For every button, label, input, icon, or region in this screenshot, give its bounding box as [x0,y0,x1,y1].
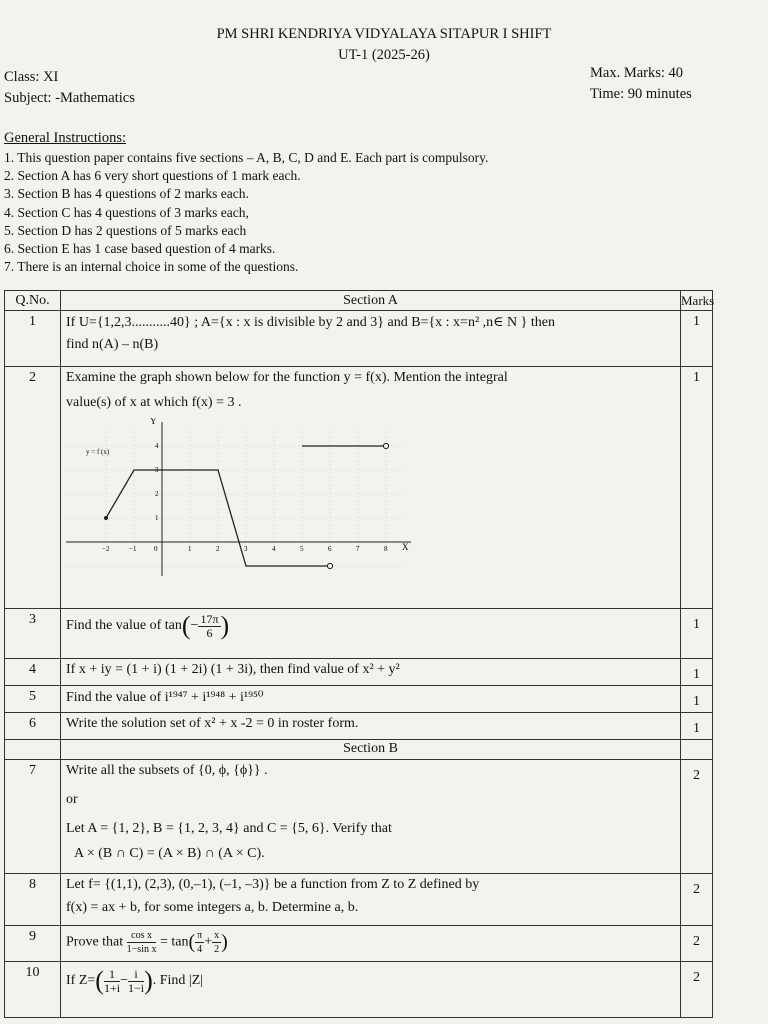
denominator: 1+i [103,980,121,995]
question-number: 9 [5,926,61,962]
class-label: Class: XI [4,69,59,85]
question-line: If Z= [66,973,96,989]
open-point [383,443,388,448]
denominator: 1−sin x [126,944,157,955]
question-text: Find the value of i¹⁹⁴⁷ + i¹⁹⁴⁸ + i¹⁹⁵⁰ [61,686,681,713]
question-number: 8 [5,874,61,926]
instruction-item: 2. Section A has 6 very short questions of 1 mark each. [4,168,301,184]
question-number: 7 [5,760,61,874]
numerator: 17π [200,611,219,626]
y-tick-label: 2 [155,490,159,498]
question-text [61,367,681,609]
question-marks: 2 [681,760,713,874]
question-line: value(s) of x at which f(x) = 3 . [66,395,242,410]
question-marks: 1 [681,686,713,713]
fraction [212,929,221,956]
left-paren: ( [181,611,191,640]
fraction [104,968,120,995]
table-header-row [5,291,713,311]
fraction [195,929,204,956]
question-line: f(x) = ax + b, for some integers a, b. Determine a, b. [66,900,359,915]
instruction-item: 5. Section D has 2 questions of 5 marks each [4,222,247,238]
subject-label: Subject: -Mathematics [4,90,135,106]
question-text [61,874,681,926]
question-line: Write all the subsets of {0, ϕ, {ϕ}} . [66,763,268,778]
section-b-row [5,740,713,760]
question-row-1 [5,311,713,367]
question-text: If x + iy = (1 + i) (1 + 2i) (1 + 3i), then find value of x² + y² [61,659,681,686]
question-row-5 [5,686,713,713]
question-row-6 [5,713,713,740]
max-marks: Max. Marks: 40 [590,65,684,81]
filled-point [104,516,108,520]
function-graph [66,418,426,578]
denominator: 4 [197,944,203,955]
section-b-header: Section B [61,740,681,760]
question-text [61,311,681,367]
x-tick-label: 3 [244,545,248,553]
x-tick-label: 5 [300,545,304,553]
question-number: 5 [5,686,61,713]
question-number: 4 [5,659,61,686]
question-line: Find the value of tan [66,618,182,634]
x-tick-label: 4 [272,545,276,553]
question-marks: 1 [681,609,713,659]
x-tick-label: 7 [356,545,360,553]
x-tick-label: 0 [154,545,158,553]
x-tick-label: −1 [129,545,137,553]
right-paren: ) [221,931,228,953]
or-label: or [66,792,78,807]
empty-cell [5,740,61,760]
x-tick-label: −2 [102,545,110,553]
question-number: 2 [5,367,61,609]
numerator: 1 [104,968,120,982]
x-tick-label: 8 [384,545,388,553]
question-line: If U={1,2,3...........40} ; A={x : x is divisible by 2 and 3} and B={x : x=n² ,n∈ N } then [66,315,555,330]
question-text [61,760,681,874]
question-line: A × (B ∩ C) = (A × B) ∩ (A × C). [74,846,265,861]
numerator: x [214,930,220,941]
instruction-item: 3. Section B has 4 questions of 2 marks each. [4,186,249,202]
question-row-4 [5,659,713,686]
question-line: Let f= {(1,1), (2,3), (0,–1), (–1, –3)} be a function from Z to Z defined by [66,877,480,892]
question-row-2 [5,367,713,609]
question-marks: 1 [681,659,713,686]
y-tick-label: 1 [155,514,159,522]
right-paren: ) [220,611,230,640]
question-marks: 2 [681,962,713,1018]
fraction [127,929,157,956]
question-text: Find the value of tan(− $\frac{17\pi}{6}$ ) [61,609,681,659]
qno-header: Q.No. [5,291,61,311]
question-line: Examine the graph shown below for the function y = f(x). Mention the integral [66,370,508,385]
marks-header: Marks [681,291,713,311]
question-row-9 [5,926,713,962]
question-text: Prove that $\frac{\text{cos x}}{\text{1−sin x}}$ = tan( $\frac{\pi}{4}$ + $\frac{x}{2}$ ) [61,926,681,962]
time-allowed: Time: 90 minutes [590,86,692,102]
instructions-list [4,149,744,276]
question-marks: 1 [681,311,713,367]
question-marks: 2 [681,926,713,962]
question-row-10 [5,962,713,1018]
instructions-heading: General Instructions: [4,130,127,146]
question-marks: 1 [681,367,713,609]
fraction [128,968,144,995]
empty-cell [681,740,713,760]
section-a-header: Section A [61,291,681,311]
question-number: 3 [5,609,61,659]
x-tick-label: 6 [328,545,332,553]
y-tick-label: 3 [155,466,159,474]
question-line: Let A = {1, 2}, B = {1, 2, 3, 4} and C = {5, 6}. Verify that [66,821,392,836]
denominator: 6 [206,625,213,640]
denominator: 1−i [127,980,145,995]
instruction-item: 1. This question paper contains five sections – A, B, C, D and E. Each part is compulsory. [4,150,489,165]
x-axis-label: X [402,542,409,552]
question-number: 1 [5,311,61,367]
instruction-item: 7. There is an internal choice in some of the questions. [4,259,299,275]
numerator: π [197,930,203,941]
question-number: 6 [5,713,61,740]
school-name: PM SHRI KENDRIYA VIDYALAYA SITAPUR I SHIFT [216,26,552,42]
left-paren: ( [188,931,196,953]
question-table [4,290,713,1018]
question-line: Prove that [66,934,124,950]
fraction [198,613,220,640]
question-line: = tan [159,934,189,950]
left-paren: ( [95,966,104,995]
instruction-item: 4. Section C has 4 questions of 3 marks each, [4,204,249,220]
function-label: y = f (x) [86,448,110,456]
open-point [327,563,332,568]
question-row-3 [5,609,713,659]
question-line: . Find |Z| [152,973,204,989]
exam-name: UT-1 (2025-26) [338,47,430,63]
question-text: Write the solution set of x² + x -2 = 0 in roster form. [61,713,681,740]
instruction-item: 6. Section E has 1 case based question of 4 marks. [4,241,276,257]
numerator: cos x [127,929,157,943]
right-paren: ) [144,966,153,995]
question-line: find n(A) – n(B) [66,337,159,352]
x-tick-label: 1 [188,545,192,553]
numerator: i [128,968,144,982]
question-number: 10 [5,962,61,1018]
denominator: 2 [214,944,220,955]
y-axis-label: Y [150,418,157,426]
question-row-8 [5,874,713,926]
question-row-7 [5,760,713,874]
question-marks: 1 [681,713,713,740]
x-tick-label: 2 [216,545,220,553]
y-tick-label: 4 [155,442,159,450]
question-text: If Z=( $\frac{1}{1+i}$ − $\frac{i}{1-i}$ ). Find |Z| [61,962,681,1018]
question-marks: 2 [681,874,713,926]
